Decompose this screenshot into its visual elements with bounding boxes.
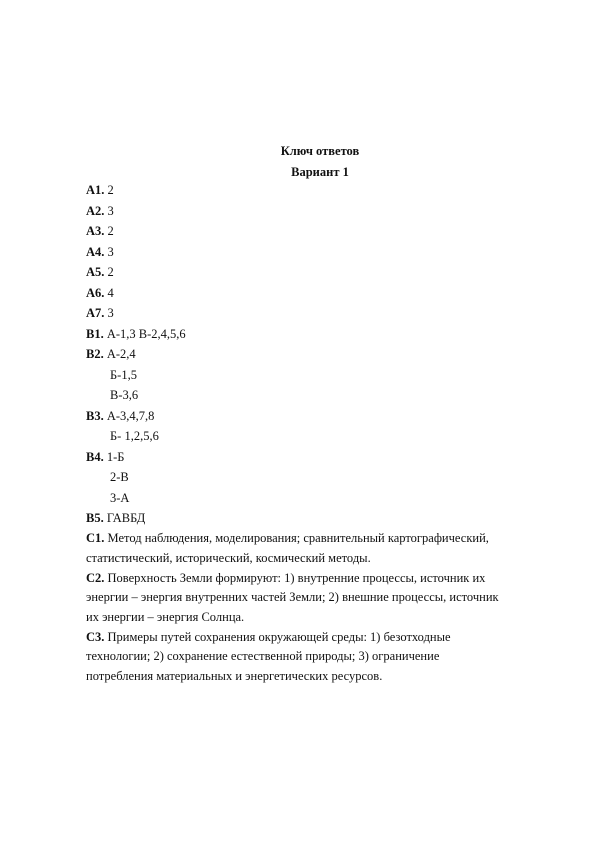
answer-text-line: технологии; 2) сохранение естественной природы; 3) ограничение [86,649,440,663]
answer-text-line: Примеры путей сохранения окружающей среды: 1) безотходные [107,629,451,644]
answer-value: 1-Б [106,449,125,464]
answer-item-b3 [86,406,546,427]
answer-list [86,180,546,686]
answer-value: А-3,4,7,8 [106,408,155,423]
answer-label: А4. [86,244,105,259]
answer-value: 3 [107,244,114,259]
answer-item-a1 [86,180,546,201]
answer-value: 2 [107,224,114,238]
answer-item-b4 [86,447,546,468]
answer-value: 2 [107,183,114,197]
long-answer-c1 [86,529,546,569]
answer-item-b1 [86,324,546,345]
answer-label: В1. [86,326,104,341]
answer-label: В3. [86,408,104,423]
answer-label: А7. [86,306,105,320]
document-title: Ключ ответов [280,144,360,158]
long-answer-c3 [86,627,546,686]
answer-label: С1. [86,531,105,545]
answer-label: В5. [86,511,104,525]
answer-value: 3 [107,306,114,320]
answer-label: А6. [86,285,105,300]
answer-subitem: В-3,6 [110,388,139,402]
answer-item-a2 [86,201,546,222]
answer-label: С2. [86,570,105,585]
answer-text-line: статистический, исторический, космический методы. [86,550,371,565]
answer-text-line: Поверхность Земли формируют: 1) внутренние процессы, источник их [107,570,486,585]
answer-label: В4. [86,449,104,464]
answer-value: 4 [107,285,114,300]
answer-item-a4 [86,242,546,263]
answer-value: А-1,3 В-2,4,5,6 [106,326,186,341]
answer-label: А2. [86,203,105,218]
answer-value: 3 [107,203,114,218]
answer-text-line: энергии – энергия внутренних частей Земли; 2) внешние процессы, источник [86,590,499,604]
answer-value: А-2,4 [106,347,136,361]
answer-subitem: Б-1,5 [110,367,137,382]
answer-text-line: их энергии – энергия Солнца. [86,609,245,624]
answer-item-b2 [86,344,546,365]
answer-label: С3. [86,629,105,644]
answer-label: В2. [86,347,104,361]
answer-label: А5. [86,265,105,279]
answer-item-a6 [86,283,546,304]
answer-value: ГАВБД [106,511,146,525]
answer-item-a3 [86,221,546,242]
answer-label: А1. [86,183,105,197]
answer-item-b5 [86,508,546,529]
answer-subitem: 2-В [110,470,129,484]
answer-label: А3. [86,224,105,238]
answer-item-a7 [86,303,546,324]
answer-value: 2 [107,265,114,279]
answer-text-line: потребления материальных и энергетических ресурсов. [86,668,383,683]
answer-item-a5 [86,262,546,283]
variant-title: Вариант 1 [291,165,349,179]
answer-subitem: 3-А [110,490,130,505]
answer-text-line: Метод наблюдения, моделирования; сравнительный картографический, [107,531,489,545]
answer-subitem: Б- 1,2,5,6 [110,429,159,443]
header [0,141,595,183]
long-answer-c2 [86,568,546,627]
